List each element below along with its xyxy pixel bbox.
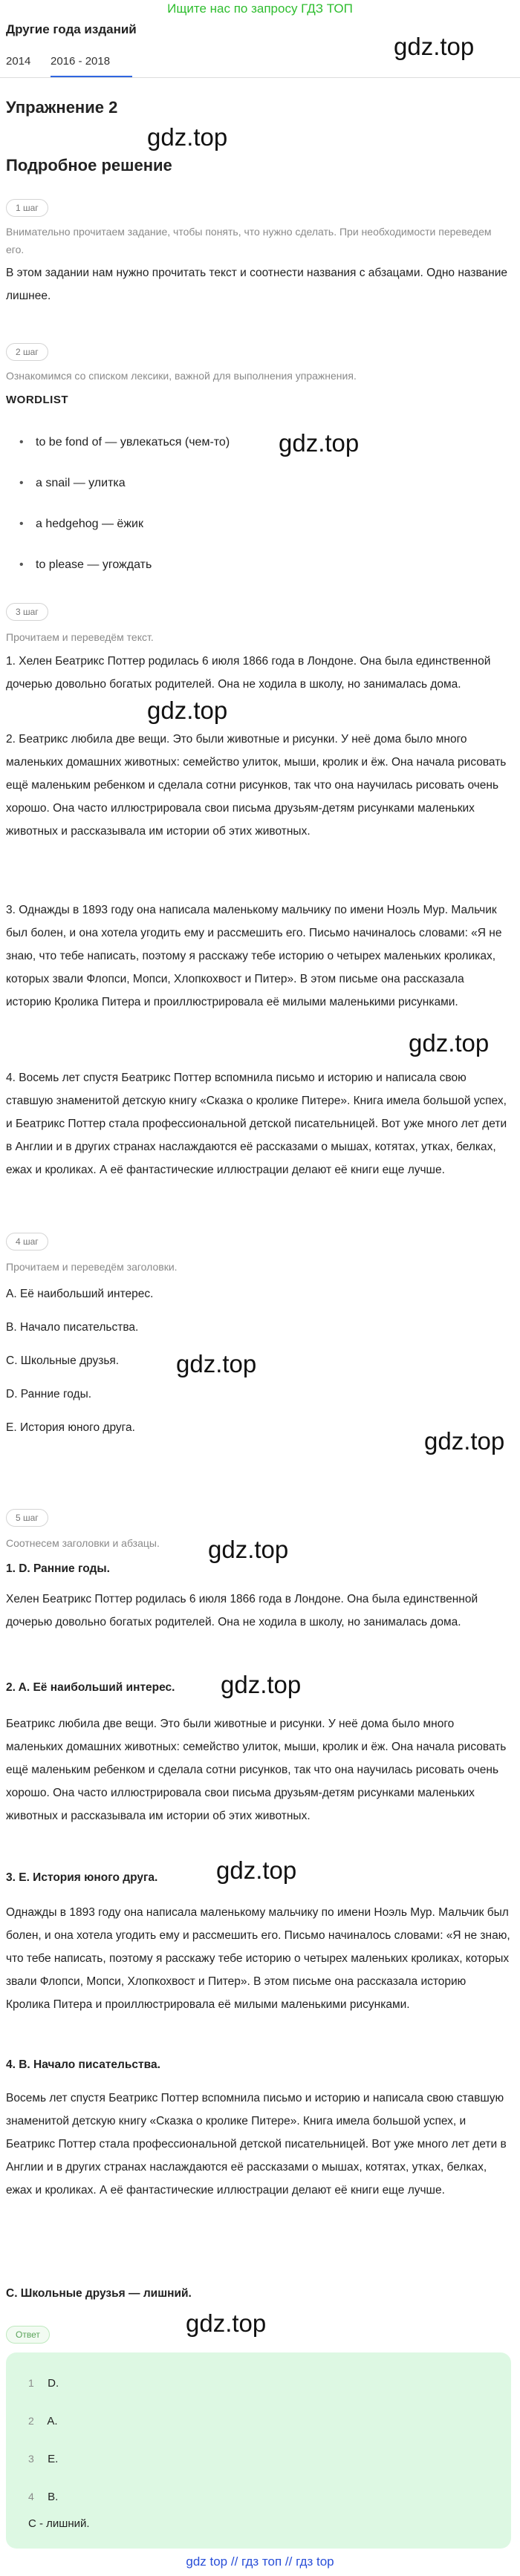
step-hint: Соотнесем заголовки и абзацы. [6,1537,160,1549]
step-hint: Внимательно прочитаем задание, чтобы понять, что нужно сделать. При необходимости переведем его. [6,226,492,255]
footer-link[interactable]: гдз top [296,2554,334,2569]
footer-links [0,2554,520,2569]
watermark: gdz.top [221,1671,302,1698]
answer-item [28,2364,59,2402]
solution-title: Подробное решение [6,156,172,175]
match-text: Беатрикс любила две вещи. Это были животные и рисунки. У неё дома было много маленьких домашних животных: семейство улиток, мыши, кролик и ёж. Она начала рисовать ещё маленьким ребенком и сделала сотни рисунков, так что она научилась рисовать очень хорошо. Она часто иллюстрировала свои письма друзьям-детям рисунками маленьких животных и рассказывала им истории об этих животных. [6,1718,507,1822]
answer-item [28,2478,59,2516]
answer-number: 4 [28,2491,34,2502]
match-heading: 3. E. История юного друга. [6,1871,158,1884]
list-item: • a snail — улитка [6,463,511,503]
exercise-title: Упражнение 2 [6,98,118,117]
watermark: gdz.top [216,1856,297,1884]
watermark: gdz.top [147,123,228,151]
answer-box [6,2352,511,2549]
footer-link[interactable]: гдз топ [241,2554,282,2569]
watermark: gdz.top [176,1350,257,1377]
list-item: D. Ранние годы. [6,1388,92,1401]
match-heading: 4. B. Начало писательства. [6,2058,160,2071]
text-paragraph: 4. Восемь лет спустя Беатрикс Поттер вспомнила письмо и историю и написала свою ставшую знаменитой детскую книгу «Сказка о кролике Питере». Книга имела большой успех, и Беатрикс Поттер стала профессиональной детской писательницей. Вот уже много лет дети в Англии и в других странах наслаждаются её рассказами о мышах, котятах, утках, белках, ежах и кроликах. А её фантастические иллюстрации делают её книги еще лучше. [6,1072,507,1176]
match-heading: 2. A. Её наибольший интерес. [6,1681,175,1694]
match-text: Восемь лет спустя Беатрикс Поттер вспомнила письмо и историю и написала свою ставшую знаменитой детскую книгу «Сказка о кролике Питере». Книга имела большой успех, и Беатрикс Поттер стала профессиональной детской писательницей. Вот уже много лет дети в Англии и в других странах наслаждаются её рассказами о мышах, котятах, утках, белках, ежах и кроликах. А её фантастические иллюстрации делают её книги еще лучше. [6,2092,507,2197]
answer-value: D. [48,2377,59,2390]
wordlist [6,422,511,585]
list-item: A. Её наибольший интерес. [6,1288,154,1300]
footer-separator: // [230,2554,238,2569]
answer-value: B. [48,2491,59,2503]
watermark: gdz.top [394,33,475,60]
answer-value: A. [47,2415,58,2427]
answer-extra: C - лишний. [28,2517,90,2530]
tab-2014[interactable]: 2014 [6,55,31,68]
tab-2016-2018[interactable]: 2016 - 2018 [51,55,111,68]
wordlist-title: WORDLIST [6,394,68,406]
list-item: C. Школьные друзья. [6,1354,120,1367]
step-badge: 3 шаг [6,603,48,621]
answer-number: 3 [28,2453,34,2465]
answer-list [28,2364,59,2516]
step-badge: 5 шаг [6,1509,48,1527]
answer-value: E. [48,2453,59,2465]
extra-title-note: C. Школьные друзья — лишний. [6,2287,192,2300]
divider [0,77,520,78]
watermark: gdz.top [424,1427,505,1455]
year-tabs [6,50,229,80]
watermark: gdz.top [208,1536,289,1563]
footer-link[interactable]: gdz top [186,2554,228,2569]
match-text: Хелен Беатрикс Поттер родилась 6 июля 1866 года в Лондоне. Она была единственной дочерью довольно богатых родителей. Она не ходила в школу, но занималась дома. [6,1593,478,1628]
list-item: • to be fond of — увлекаться (чем-то) [6,422,511,463]
step-text: В этом задании нам нужно прочитать текст и соотнести названия с абзацами. Одно название лишнее. [6,267,507,302]
text-paragraph: 2. Беатрикс любила две вещи. Это были животные и рисунки. У неё дома было много маленьких домашних животных: семейство улиток, мыши, кролик и ёж. Она начала рисовать ещё маленьким ребенком и сделала сотни рисунков, так что она научилась рисовать очень хорошо. Она часто иллюстрировала свои письма друзьям-детям рисунками маленьких животных и рассказывала им истории об этих животных. [6,733,507,838]
answer-item [28,2440,59,2478]
step-hint: Прочитаем и переведём заголовки. [6,1261,178,1273]
text-paragraph: 3. Однажды в 1893 году она написала маленькому мальчику по имени Ноэль Мур. Мальчик был болен, и она хотела угодить ему и рассмешить его. Письмо начиналось словами: «Я не знаю, что тебе написать, поэтому я расскажу тебе историю о четырех маленьких кроликах, которых звали Флопси, Мопси, Хлопкохвост и Питер». В этом письме она рассказала историю Кролика Питера и проиллюстрировала её милыми маленькими рисунками. [6,904,502,1008]
answer-badge: Ответ [6,2326,50,2344]
step-hint: Ознакомимся со списком лексики, важной для выполнения упражнения. [6,370,357,382]
answer-number: 1 [28,2377,34,2389]
watermark: gdz.top [409,1029,490,1057]
step-badge: 4 шаг [6,1233,48,1250]
list-item: E. История юного друга. [6,1421,135,1434]
step-hint: Прочитаем и переведём текст. [6,631,154,643]
text-paragraph: 1. Хелен Беатрикс Поттер родилась 6 июля 1866 года в Лондоне. Она была единственной дочерью довольно богатых родителей. Она не ходила в школу, но занималась дома. [6,655,491,691]
list-item: B. Начало писательства. [6,1321,139,1334]
watermark: gdz.top [147,697,228,724]
watermark: gdz.top [279,429,360,457]
list-item: • a hedgehog — ёжик [6,503,511,544]
step-badge: 1 шаг [6,199,48,217]
match-text: Однажды в 1893 году она написала маленькому мальчику по имени Ноэль Мур. Мальчик был болен, и она хотела угодить ему и рассмешить его. Письмо начиналось словами: «Я не знаю, что тебе написать, поэтому я расскажу тебе историю о четырех маленьких кроликах, которых звали Флопси, Мопси, Хлопкохвост и Питер». В этом письме она рассказала историю Кролика Питера и проиллюстрировала её милыми маленькими рисунками. [6,1906,510,2011]
answer-item [28,2402,59,2440]
answer-number: 2 [28,2415,34,2427]
titles-list [6,1277,511,1444]
match-heading: 1. D. Ранние годы. [6,1562,110,1575]
step-badge: 2 шаг [6,343,48,361]
footer-separator: // [285,2554,293,2569]
other-years-title: Другие года изданий [6,22,137,36]
list-item: • to please — угождать [6,544,511,585]
search-banner: Ищите нас по запросу ГДЗ ТОП [167,1,353,16]
watermark: gdz.top [186,2309,267,2337]
